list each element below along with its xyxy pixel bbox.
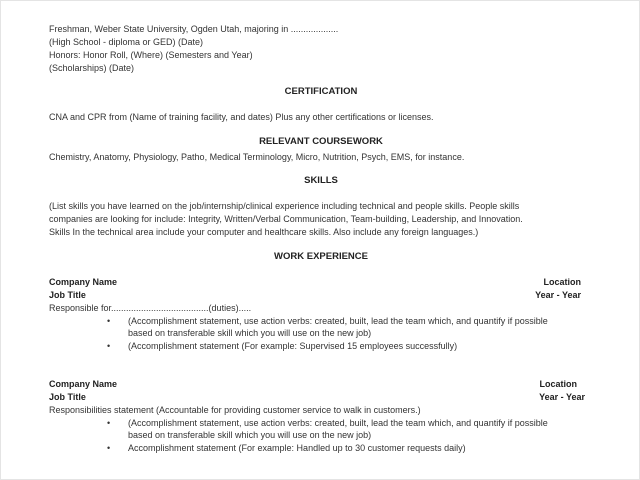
education-line-4: (Scholarships) (Date) (49, 63, 135, 73)
skills-line-2: companies are looking for include: Integrity, Written/Verbal Communication, Team-building, Leadership, and Innovation. (49, 214, 523, 224)
job-1-bullet-1-line-2: based on transferable skill which you will use on the new job) (128, 328, 372, 338)
coursework-heading: RELEVANT COURSEWORK (259, 136, 383, 147)
job-1-company: Company Name (49, 277, 118, 287)
bullet-dot: • (107, 418, 111, 428)
certification-text: CNA and CPR from (Name of training facility, and dates) Plus any other certifications or licenses. (49, 112, 434, 122)
job-2-summary: Responsibilities statement (Accountable for providing customer service to walk in customers.) (49, 405, 421, 415)
work-experience-heading: WORK EXPERIENCE (274, 251, 368, 262)
skills-line-3: Skills In the technical area include your computer and healthcare skills. Also include any foreign languages.) (49, 227, 479, 237)
certification-heading: CERTIFICATION (284, 86, 358, 97)
education-line-3: Honors: Honor Roll, (Where) (Semesters and Year) (49, 50, 253, 60)
job-2-bullet-1-line-2: based on transferable skill which you will use on the new job) (128, 430, 372, 440)
skills-heading: SKILLS (304, 175, 338, 186)
job-1-bullet-2: (Accomplishment statement (For example: Supervised 15 employees successfully) (128, 341, 458, 351)
job-2-bullet-2: Accomplishment statement (For example: Handled up to 30 customer requests daily) (128, 443, 466, 453)
coursework-text: Chemistry, Anatomy, Physiology, Patho, Medical Terminology, Micro, Nutrition, Psych, EMS, for instance. (49, 152, 465, 162)
bullet-dot: • (107, 316, 111, 326)
job-2-company: Company Name (49, 379, 118, 389)
job-1-summary: Responsible for.......................................(duties)..... (49, 303, 252, 313)
job-2-title: Job Title (49, 392, 86, 402)
job-2-location: Location (539, 379, 577, 389)
job-1-years: Year - Year (535, 290, 581, 300)
education-line-2: (High School - diploma or GED) (Date) (49, 37, 204, 47)
education-line-1: Freshman, Weber State University, Ogden Utah, majoring in ................... (49, 24, 339, 34)
job-2-bullet-1-line-1: (Accomplishment statement, use action verbs: created, built, lead the team which, and quantify if possible (128, 418, 548, 428)
job-1-title: Job Title (49, 290, 86, 300)
job-1-bullet-1-line-1: (Accomplishment statement, use action verbs: created, built, lead the team which, and quantify if possible (128, 316, 548, 326)
skills-line-1: (List skills you have learned on the job/internship/clinical experience including technical and people skills. People skills (49, 201, 520, 211)
bullet-dot: • (107, 341, 111, 351)
bullet-dot: • (107, 443, 111, 453)
job-2-years: Year - Year (539, 392, 585, 402)
job-1-location: Location (543, 277, 581, 287)
